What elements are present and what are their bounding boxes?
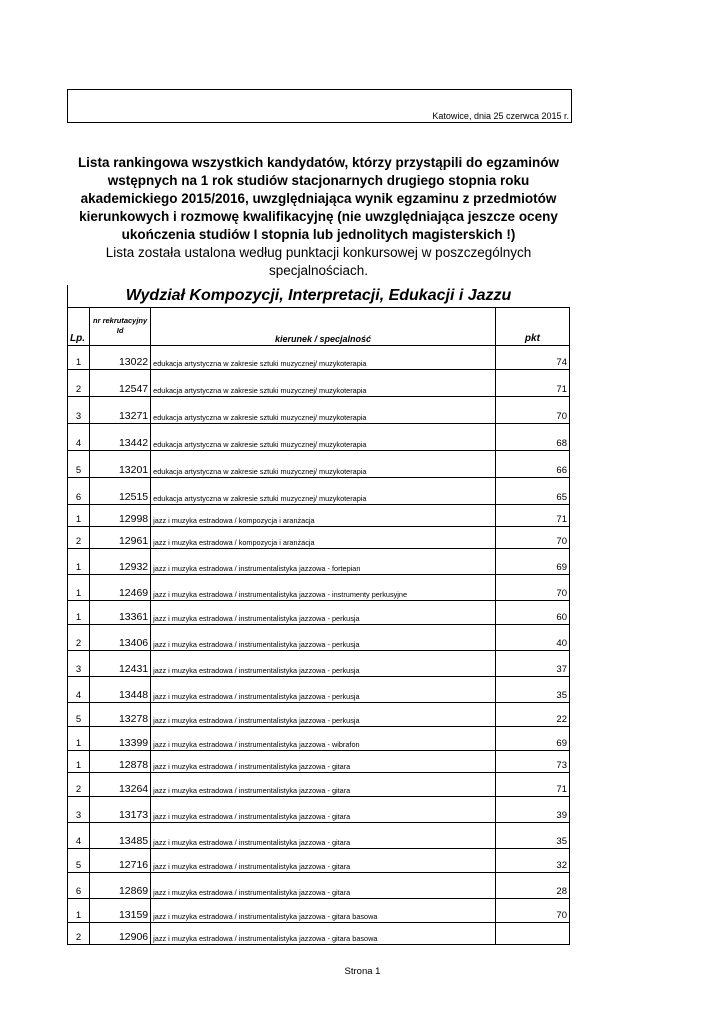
header-id: nr rekrutacyjny Id [90, 308, 151, 346]
header-box [67, 89, 572, 123]
table-header-row [68, 308, 570, 346]
cell-kierunek: jazz i muzyka estradowa / kompozycja i aranżacja [151, 527, 496, 549]
header-pkt: pkt [495, 308, 569, 346]
table-row [68, 651, 570, 677]
cell-pkt: 70 [495, 527, 569, 549]
table-row [68, 397, 570, 424]
table-row [68, 451, 570, 478]
cell-lp: 1 [68, 727, 90, 751]
table-row [68, 527, 570, 549]
cell-id: 12515 [90, 478, 151, 505]
cell-lp: 3 [68, 797, 90, 823]
cell-pkt: 60 [495, 601, 569, 625]
ranking-table [67, 307, 570, 945]
table-row [68, 505, 570, 527]
cell-pkt: 71 [495, 370, 569, 397]
cell-lp: 6 [68, 873, 90, 899]
cell-pkt: 22 [495, 703, 569, 727]
cell-kierunek: edukacja artystyczna w zakresie sztuki muzycznej/ muzykoterapia [151, 346, 496, 370]
cell-kierunek: edukacja artystyczna w zakresie sztuki muzycznej/ muzykoterapia [151, 370, 496, 397]
cell-lp: 5 [68, 849, 90, 873]
cell-pkt: 74 [495, 346, 569, 370]
header-lp: Lp. [68, 308, 90, 346]
table-row [68, 703, 570, 727]
cell-kierunek: jazz i muzyka estradowa / instrumentalistyka jazzowa - gitara [151, 873, 496, 899]
header-kierunek: kierunek / specjalność [151, 308, 496, 346]
cell-lp: 4 [68, 823, 90, 849]
cell-lp: 1 [68, 346, 90, 370]
cell-kierunek: jazz i muzyka estradowa / instrumentalistyka jazzowa - fortepian [151, 549, 496, 575]
cell-id: 13201 [90, 451, 151, 478]
cell-kierunek: jazz i muzyka estradowa / instrumentalistyka jazzowa - instrumenty perkusyjne [151, 575, 496, 601]
table-row [68, 625, 570, 651]
cell-id: 13264 [90, 773, 151, 797]
cell-lp: 1 [68, 899, 90, 923]
title-block [67, 154, 570, 280]
cell-kierunek: edukacja artystyczna w zakresie sztuki muzycznej/ muzykoterapia [151, 397, 496, 424]
table-row [68, 873, 570, 899]
table-row [68, 677, 570, 703]
table-row [68, 849, 570, 873]
table-row [68, 478, 570, 505]
cell-lp: 1 [68, 505, 90, 527]
cell-kierunek: edukacja artystyczna w zakresie sztuki muzycznej/ muzykoterapia [151, 424, 496, 451]
cell-lp: 2 [68, 370, 90, 397]
cell-lp: 1 [68, 575, 90, 601]
cell-pkt: 32 [495, 849, 569, 873]
cell-id: 13271 [90, 397, 151, 424]
table-row [68, 751, 570, 773]
cell-id: 13361 [90, 601, 151, 625]
cell-pkt: 39 [495, 797, 569, 823]
cell-id: 13173 [90, 797, 151, 823]
cell-pkt: 28 [495, 873, 569, 899]
cell-id: 13406 [90, 625, 151, 651]
cell-id: 13022 [90, 346, 151, 370]
table-body [68, 346, 570, 945]
table-row [68, 424, 570, 451]
cell-lp: 5 [68, 703, 90, 727]
cell-lp: 3 [68, 397, 90, 424]
cell-lp: 5 [68, 451, 90, 478]
cell-kierunek: edukacja artystyczna w zakresie sztuki muzycznej/ muzykoterapia [151, 478, 496, 505]
title-heading: Lista rankingowa wszystkich kandydatów, którzy przystąpili do egzaminów wstępnych na 1 rok studiów stacjonarnych drugiego stopnia roku akademickiego 2015/2016, uwzględniająca wynik egzaminu z przedmiotów kierunkowych i rozmowę kwalifikacyjnę (nie uwzględniająca jeszcze oceny ukończenia studiów I stopnia lub jednolitych magisterskich !) [77, 155, 560, 242]
cell-lp: 1 [68, 601, 90, 625]
cell-lp: 4 [68, 677, 90, 703]
table-row [68, 797, 570, 823]
cell-lp: 1 [68, 751, 90, 773]
cell-id: 12906 [90, 923, 151, 945]
cell-pkt: 35 [495, 677, 569, 703]
cell-kierunek: jazz i muzyka estradowa / instrumentalistyka jazzowa - gitara [151, 849, 496, 873]
cell-pkt: 71 [495, 505, 569, 527]
cell-id: 12998 [90, 505, 151, 527]
cell-kierunek: jazz i muzyka estradowa / instrumentalistyka jazzowa - perkusja [151, 703, 496, 727]
title-subheading: Lista została ustalona według punktacji konkursowej w poszczególnych specjalnościach. [105, 245, 532, 278]
cell-pkt: 70 [495, 899, 569, 923]
table-row [68, 823, 570, 849]
cell-id: 13159 [90, 899, 151, 923]
cell-lp: 4 [68, 424, 90, 451]
cell-id: 13399 [90, 727, 151, 751]
cell-pkt: 68 [495, 424, 569, 451]
table-row [68, 549, 570, 575]
cell-kierunek: edukacja artystyczna w zakresie sztuki muzycznej/ muzykoterapia [151, 451, 496, 478]
cell-lp: 6 [68, 478, 90, 505]
date-line: Katowice, dnia 25 czerwca 2015 r. [432, 111, 569, 121]
table-row [68, 575, 570, 601]
cell-kierunek: jazz i muzyka estradowa / instrumentalistyka jazzowa - gitara [151, 751, 496, 773]
cell-kierunek: jazz i muzyka estradowa / instrumentalistyka jazzowa - gitara basowa [151, 899, 496, 923]
cell-pkt: 37 [495, 651, 569, 677]
cell-kierunek: jazz i muzyka estradowa / kompozycja i aranżacja [151, 505, 496, 527]
cell-kierunek: jazz i muzyka estradowa / instrumentalistyka jazzowa - perkusja [151, 651, 496, 677]
cell-pkt: 65 [495, 478, 569, 505]
cell-pkt: 40 [495, 625, 569, 651]
cell-pkt: 70 [495, 397, 569, 424]
cell-id: 12716 [90, 849, 151, 873]
cell-id: 12547 [90, 370, 151, 397]
cell-lp: 2 [68, 527, 90, 549]
cell-pkt: 73 [495, 751, 569, 773]
table-row [68, 601, 570, 625]
cell-id: 12932 [90, 549, 151, 575]
cell-id: 13448 [90, 677, 151, 703]
table-row [68, 923, 570, 945]
cell-kierunek: jazz i muzyka estradowa / instrumentalistyka jazzowa - wibrafon [151, 727, 496, 751]
cell-pkt: 35 [495, 823, 569, 849]
cell-kierunek: jazz i muzyka estradowa / instrumentalistyka jazzowa - gitara basowa [151, 923, 496, 945]
cell-id: 13442 [90, 424, 151, 451]
cell-id: 12431 [90, 651, 151, 677]
cell-pkt: 71 [495, 773, 569, 797]
table-row [68, 346, 570, 370]
cell-kierunek: jazz i muzyka estradowa / instrumentalistyka jazzowa - gitara [151, 823, 496, 849]
cell-lp: 1 [68, 549, 90, 575]
page-footer: Strona 1 [344, 966, 381, 977]
cell-pkt: 66 [495, 451, 569, 478]
cell-id: 12469 [90, 575, 151, 601]
cell-id: 13485 [90, 823, 151, 849]
cell-kierunek: jazz i muzyka estradowa / instrumentalistyka jazzowa - perkusja [151, 677, 496, 703]
cell-pkt: 70 [495, 575, 569, 601]
cell-kierunek: jazz i muzyka estradowa / instrumentalistyka jazzowa - perkusja [151, 601, 496, 625]
faculty-title: Wydział Kompozycji, Interpretacji, Edukacji i Jazzu [125, 287, 512, 304]
cell-id: 12878 [90, 751, 151, 773]
cell-kierunek: jazz i muzyka estradowa / instrumentalistyka jazzowa - gitara [151, 773, 496, 797]
cell-lp: 3 [68, 651, 90, 677]
cell-lp: 2 [68, 923, 90, 945]
cell-id: 12961 [90, 527, 151, 549]
cell-pkt [495, 923, 569, 945]
table-row [68, 899, 570, 923]
cell-id: 13278 [90, 703, 151, 727]
table-row [68, 370, 570, 397]
cell-lp: 2 [68, 773, 90, 797]
cell-pkt: 69 [495, 549, 569, 575]
table-row [68, 773, 570, 797]
table-row [68, 727, 570, 751]
cell-kierunek: jazz i muzyka estradowa / instrumentalistyka jazzowa - gitara [151, 797, 496, 823]
cell-id: 12869 [90, 873, 151, 899]
cell-lp: 2 [68, 625, 90, 651]
cell-pkt: 69 [495, 727, 569, 751]
cell-kierunek: jazz i muzyka estradowa / instrumentalistyka jazzowa - perkusja [151, 625, 496, 651]
